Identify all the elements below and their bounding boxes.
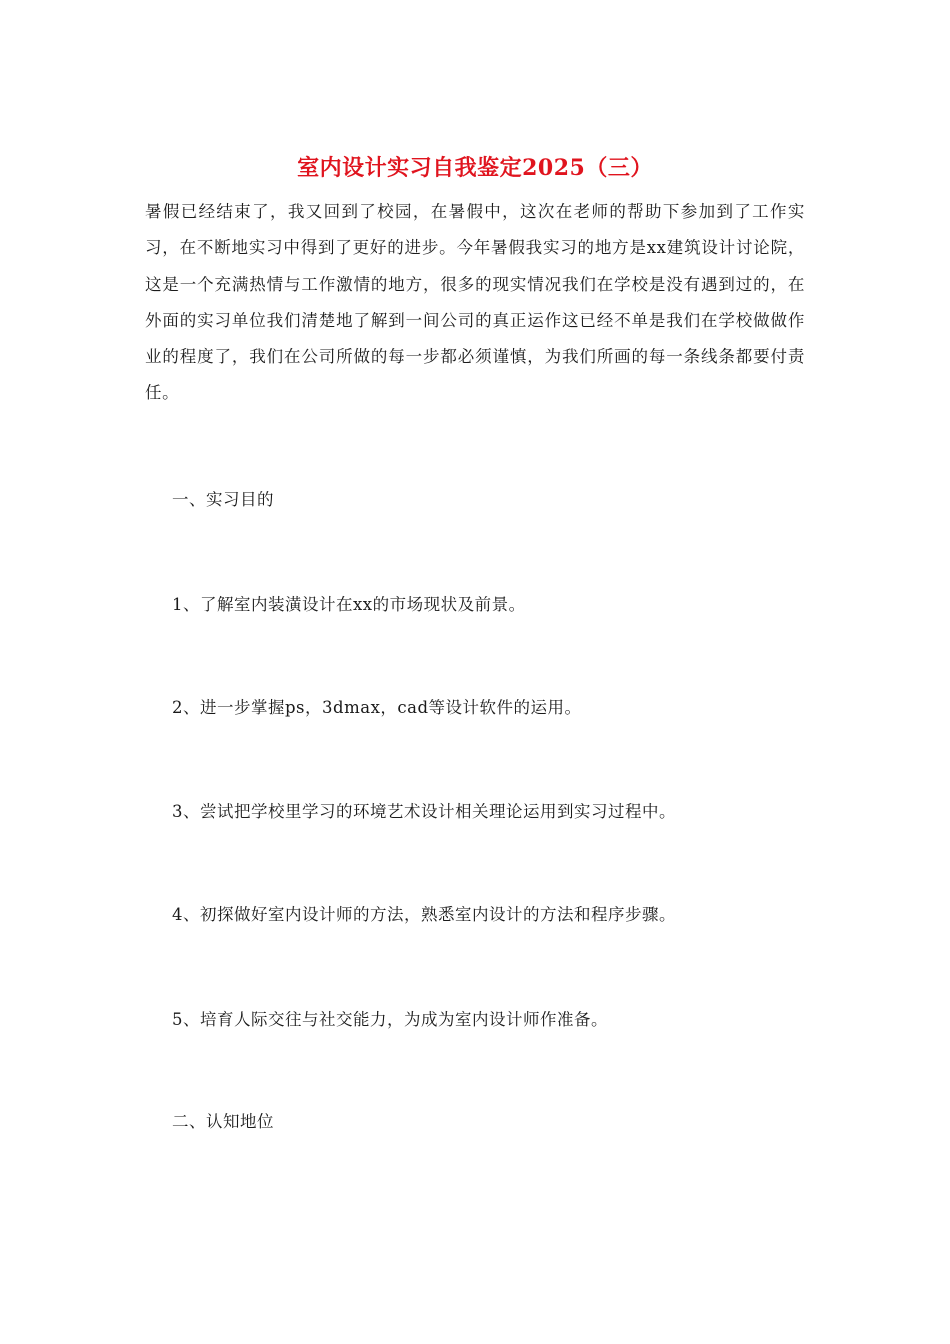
list-item: 5、培育人际交往与社交能力，为成为室内设计师作准备。 — [172, 1010, 608, 1029]
section-heading-purpose: 一、实习目的 — [172, 490, 274, 509]
document-title: 室内设计实习自我鉴定2025（三） — [297, 155, 653, 181]
list-item: 4、初探做好室内设计师的方法，熟悉室内设计的方法和程序步骤。 — [172, 905, 676, 924]
list-item: 3、尝试把学校里学习的环境艺术设计相关理论运用到实习过程中。 — [172, 802, 676, 821]
section-heading-position: 二、认知地位 — [172, 1112, 274, 1131]
list-item: 1、了解室内装潢设计在xx的市场现状及前景。 — [172, 595, 526, 614]
list-item: 2、进一步掌握ps，3dmax，cad等设计软件的运用。 — [172, 698, 582, 717]
intro-paragraph: 暑假已经结束了，我又回到了校园，在暑假中，这次在老师的帮助下参加到了工作实习，在不断地实习中得到了更好的进步。今年暑假我实习的地方是xx建筑设计讨论院，这是一个充满热情与工作激情的地方，很多的现实情况我们在学校是没有遇到过的，在外面的实习单位我们清楚地了解到一间公司的真正运作这已经不单是我们在学校做做作业的程度了，我们在公司所做的每一步都必须谨慎，为我们所画的每一条线条都要付责任。 — [145, 202, 805, 403]
